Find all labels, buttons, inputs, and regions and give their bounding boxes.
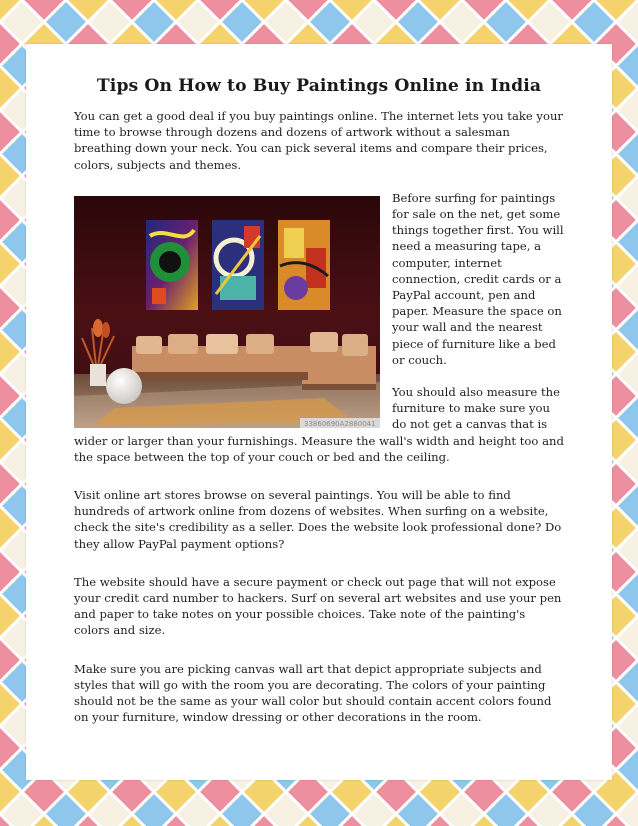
figure-block [74,190,564,465]
document-content [74,74,564,726]
paragraph-secure: The website should have a secure payment or check out page that will not expose your credit card number to hackers. Surf on several art websites and use your pen and paper to take notes on your possible choices. Take note of the painting's colors and size. [74,574,562,638]
paragraph-intro: You can get a good deal if you buy paintings online. The internet lets you take your time to browse through dozens and dozens of artwork without a salesman breathing down your neck. You can pick several items and compare their prices, colors, subjects and themes. [74,109,563,172]
paragraph-stores: Visit online art stores browse on several paintings. You will be able to find hundreds of artwork online from dozens of websites. When surfing on a website, check the site's credibility as a seller. Does the website look professional done? Do they allow PayPal payment options? [74,488,562,551]
paragraph-colors: Make sure you are picking canvas wall art that depict appropriate subjects and styles that will go with the room you are decorating. The colors of your painting should not be the same as your wall color but should contain accent colors found on your furniture, window dressing or other decorations in the room. [74,661,552,725]
page-title: Tips On How to Buy Paintings Online in India [96,76,542,96]
photo-watermark: 33860690A2880041 [304,419,376,428]
living-room-painting-photo [74,196,380,428]
paragraph-measure: You should also measure the furniture to make sure you do not get a canvas that is wider or larger than your furnishings. Measure the wall's width and height too and the space between the top of your couch or bed and the ceiling. [74,385,564,464]
paragraph-prep: Before surfing for paintings for sale on the net, get some things together first. You will need a measuring tape, a computer, internet connection, credit cards or a PayPal account, pen and paper. Measure the space on your wall and the nearest piece of furniture like a bed or couch. [392,190,564,367]
